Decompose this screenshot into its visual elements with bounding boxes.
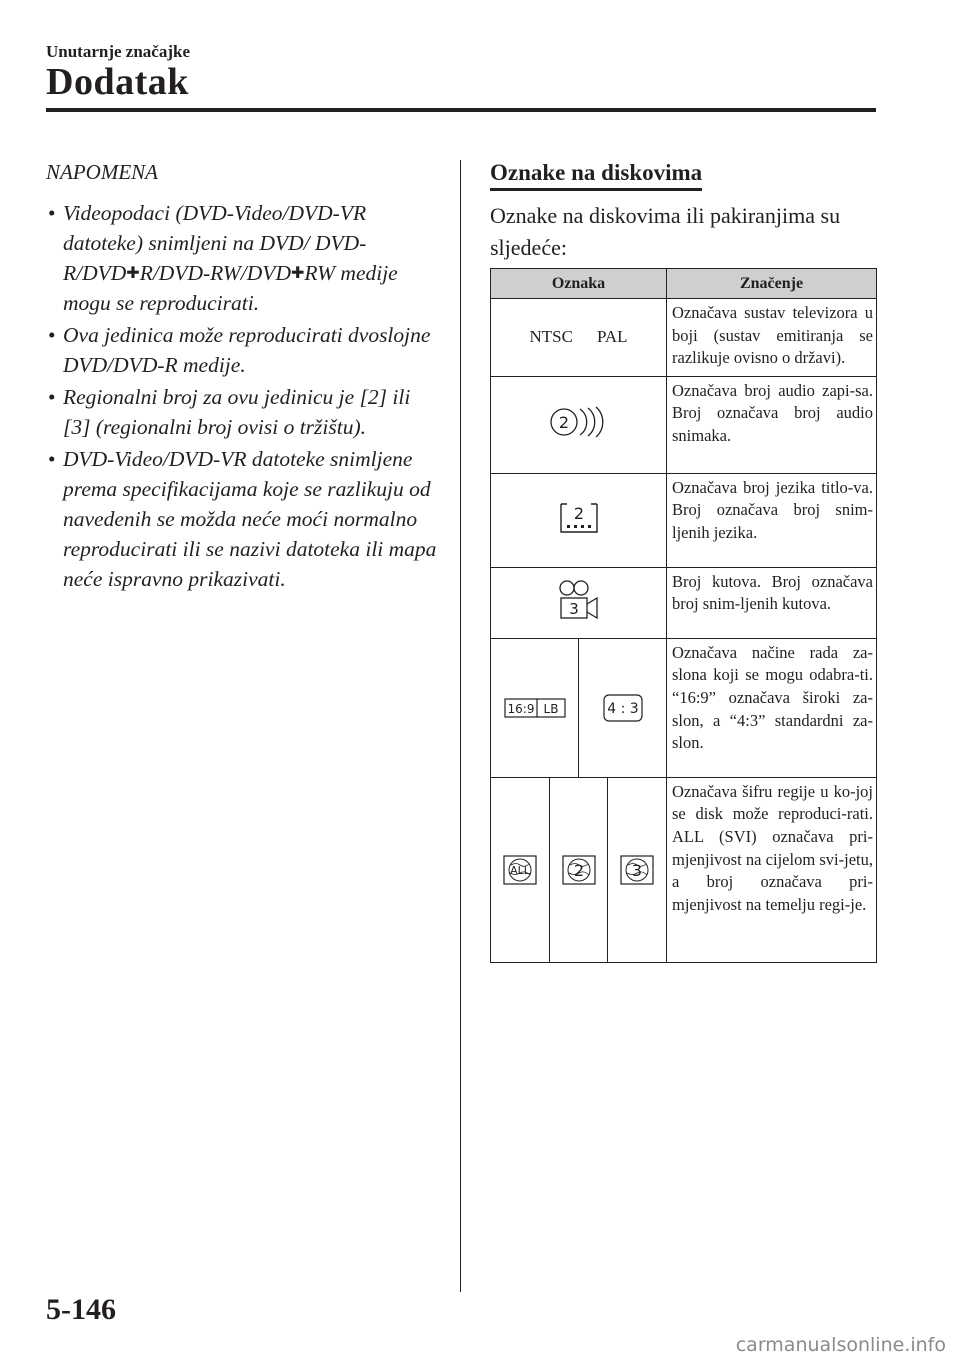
note-list (46, 198, 441, 596)
page-number: 5-146 (46, 1293, 116, 1326)
column-header-mark: Oznaka (491, 269, 667, 299)
standard-mark (578, 639, 666, 777)
disc-marks-table (490, 268, 877, 963)
aspect-43-label: 4 : 3 (606, 700, 639, 717)
mark-cell (491, 567, 667, 638)
meaning-cell: Označava načine rada za-slona koji se mogu odabra-ti. “16:9” označava široki za-slon, a “4:3” standardni za-slon. (667, 638, 877, 777)
column-divider (460, 160, 461, 1292)
watermark[interactable]: carmanualsonline.info (735, 1334, 946, 1356)
note-item-text-part2: R/DVD-RW/DVD (139, 261, 291, 285)
region-all-icon (503, 855, 537, 885)
column-header-meaning: Značenje (667, 269, 877, 299)
table-row (491, 299, 877, 377)
region-2-label: 2 (573, 860, 584, 880)
standard-aspect-icon (603, 694, 643, 722)
widescreen-mark (491, 639, 578, 777)
note-item (46, 198, 441, 318)
mark-cell (491, 777, 667, 962)
region-all-label: ALL (509, 863, 530, 877)
section-intro: Oznake na diskovima ili pakiranjima su sljedeće: (490, 203, 841, 260)
bullet: • (48, 447, 56, 471)
region-3-mark (607, 778, 666, 962)
note-item-text-part3: RW medije mogu se reproducirati. (63, 261, 398, 315)
note-heading: NAPOMENA (46, 160, 158, 184)
audio-tracks-icon (549, 404, 609, 440)
table-row (491, 567, 877, 638)
camera-angles-icon (557, 579, 601, 621)
mark-cell (491, 638, 667, 777)
region-3-label: 3 (632, 860, 643, 880)
mark-cell (491, 299, 667, 377)
chapter-title: Dodatak (46, 61, 189, 103)
subtitle-languages-number: 2 (573, 503, 584, 523)
meaning-cell: Broj kutova. Broj označava broj snim-ljenih kutova. (667, 567, 877, 638)
note-item (46, 320, 441, 380)
region-2-icon (562, 855, 596, 885)
meaning-cell: Označava broj jezika titlo-va. Broj označava broj snim-ljenih jezika. (667, 473, 877, 567)
note-item-text: DVD-Video/DVD-VR datoteke snimljene prema specifikacijama koje se razlikuju od navedenih se možda neće moći normalno reproducirati ili se nazivi datoteka ili mapa neće ispravno prikazivati. (63, 447, 437, 591)
aspect-169-label: 16:9 (507, 701, 534, 716)
region-all-mark (491, 778, 549, 962)
meaning-cell: Označava sustav televizora u boji (sustav emitiranja se razlikuje ovisno o državi). (667, 299, 877, 377)
table-header-row (491, 269, 877, 299)
note-item (46, 444, 441, 594)
note-item (46, 382, 441, 442)
chapter-subtitle: Unutarnje značajke (46, 42, 191, 61)
plus-icon: ✚ (290, 263, 305, 282)
mark-cell (491, 376, 667, 473)
widescreen-aspect-icon (504, 698, 566, 718)
bullet: • (48, 385, 56, 409)
table-row (491, 473, 877, 567)
ntsc-mark: NTSC (529, 327, 573, 347)
note-item-text: Ova jedinica može reproducirati dvoslojne DVD/DVD-R medije. (63, 323, 431, 377)
camera-angles-number: 3 (568, 600, 579, 619)
table-row (491, 777, 877, 962)
bullet: • (48, 201, 56, 225)
letterbox-label: LB (543, 701, 558, 716)
meaning-cell: Označava šifru regije u ko-joj se disk može reproduci-rati. ALL (SVI) označava pri-mjenjivost na cijelom svi-jetu, a broj označava pri-mjenjivost na temelju regi-je. (667, 777, 877, 962)
mark-cell (491, 473, 667, 567)
plus-icon: ✚ (126, 263, 140, 282)
note-item-text: Regionalni broj za ovu jedinicu je [2] ili [3] (regionalni broj ovisi o tržištu). (63, 385, 411, 439)
subtitle-languages-icon (557, 502, 601, 534)
section-title: Oznake na diskovima (490, 160, 702, 191)
meaning-cell: Označava broj audio zapi-sa. Broj označava broj audio snimaka. (667, 376, 877, 473)
audio-tracks-number: 2 (558, 413, 569, 433)
table-row (491, 638, 877, 777)
table-row (491, 376, 877, 473)
region-2-mark (549, 778, 608, 962)
bullet: • (48, 323, 56, 347)
note-item-text-part1: Videopodaci (DVD-Video/DVD-VR datoteke) snimljeni na DVD/ DVD-R/DVD (63, 201, 367, 285)
pal-mark: PAL (596, 327, 628, 347)
region-3-icon (620, 855, 654, 885)
header-rule (46, 108, 876, 112)
